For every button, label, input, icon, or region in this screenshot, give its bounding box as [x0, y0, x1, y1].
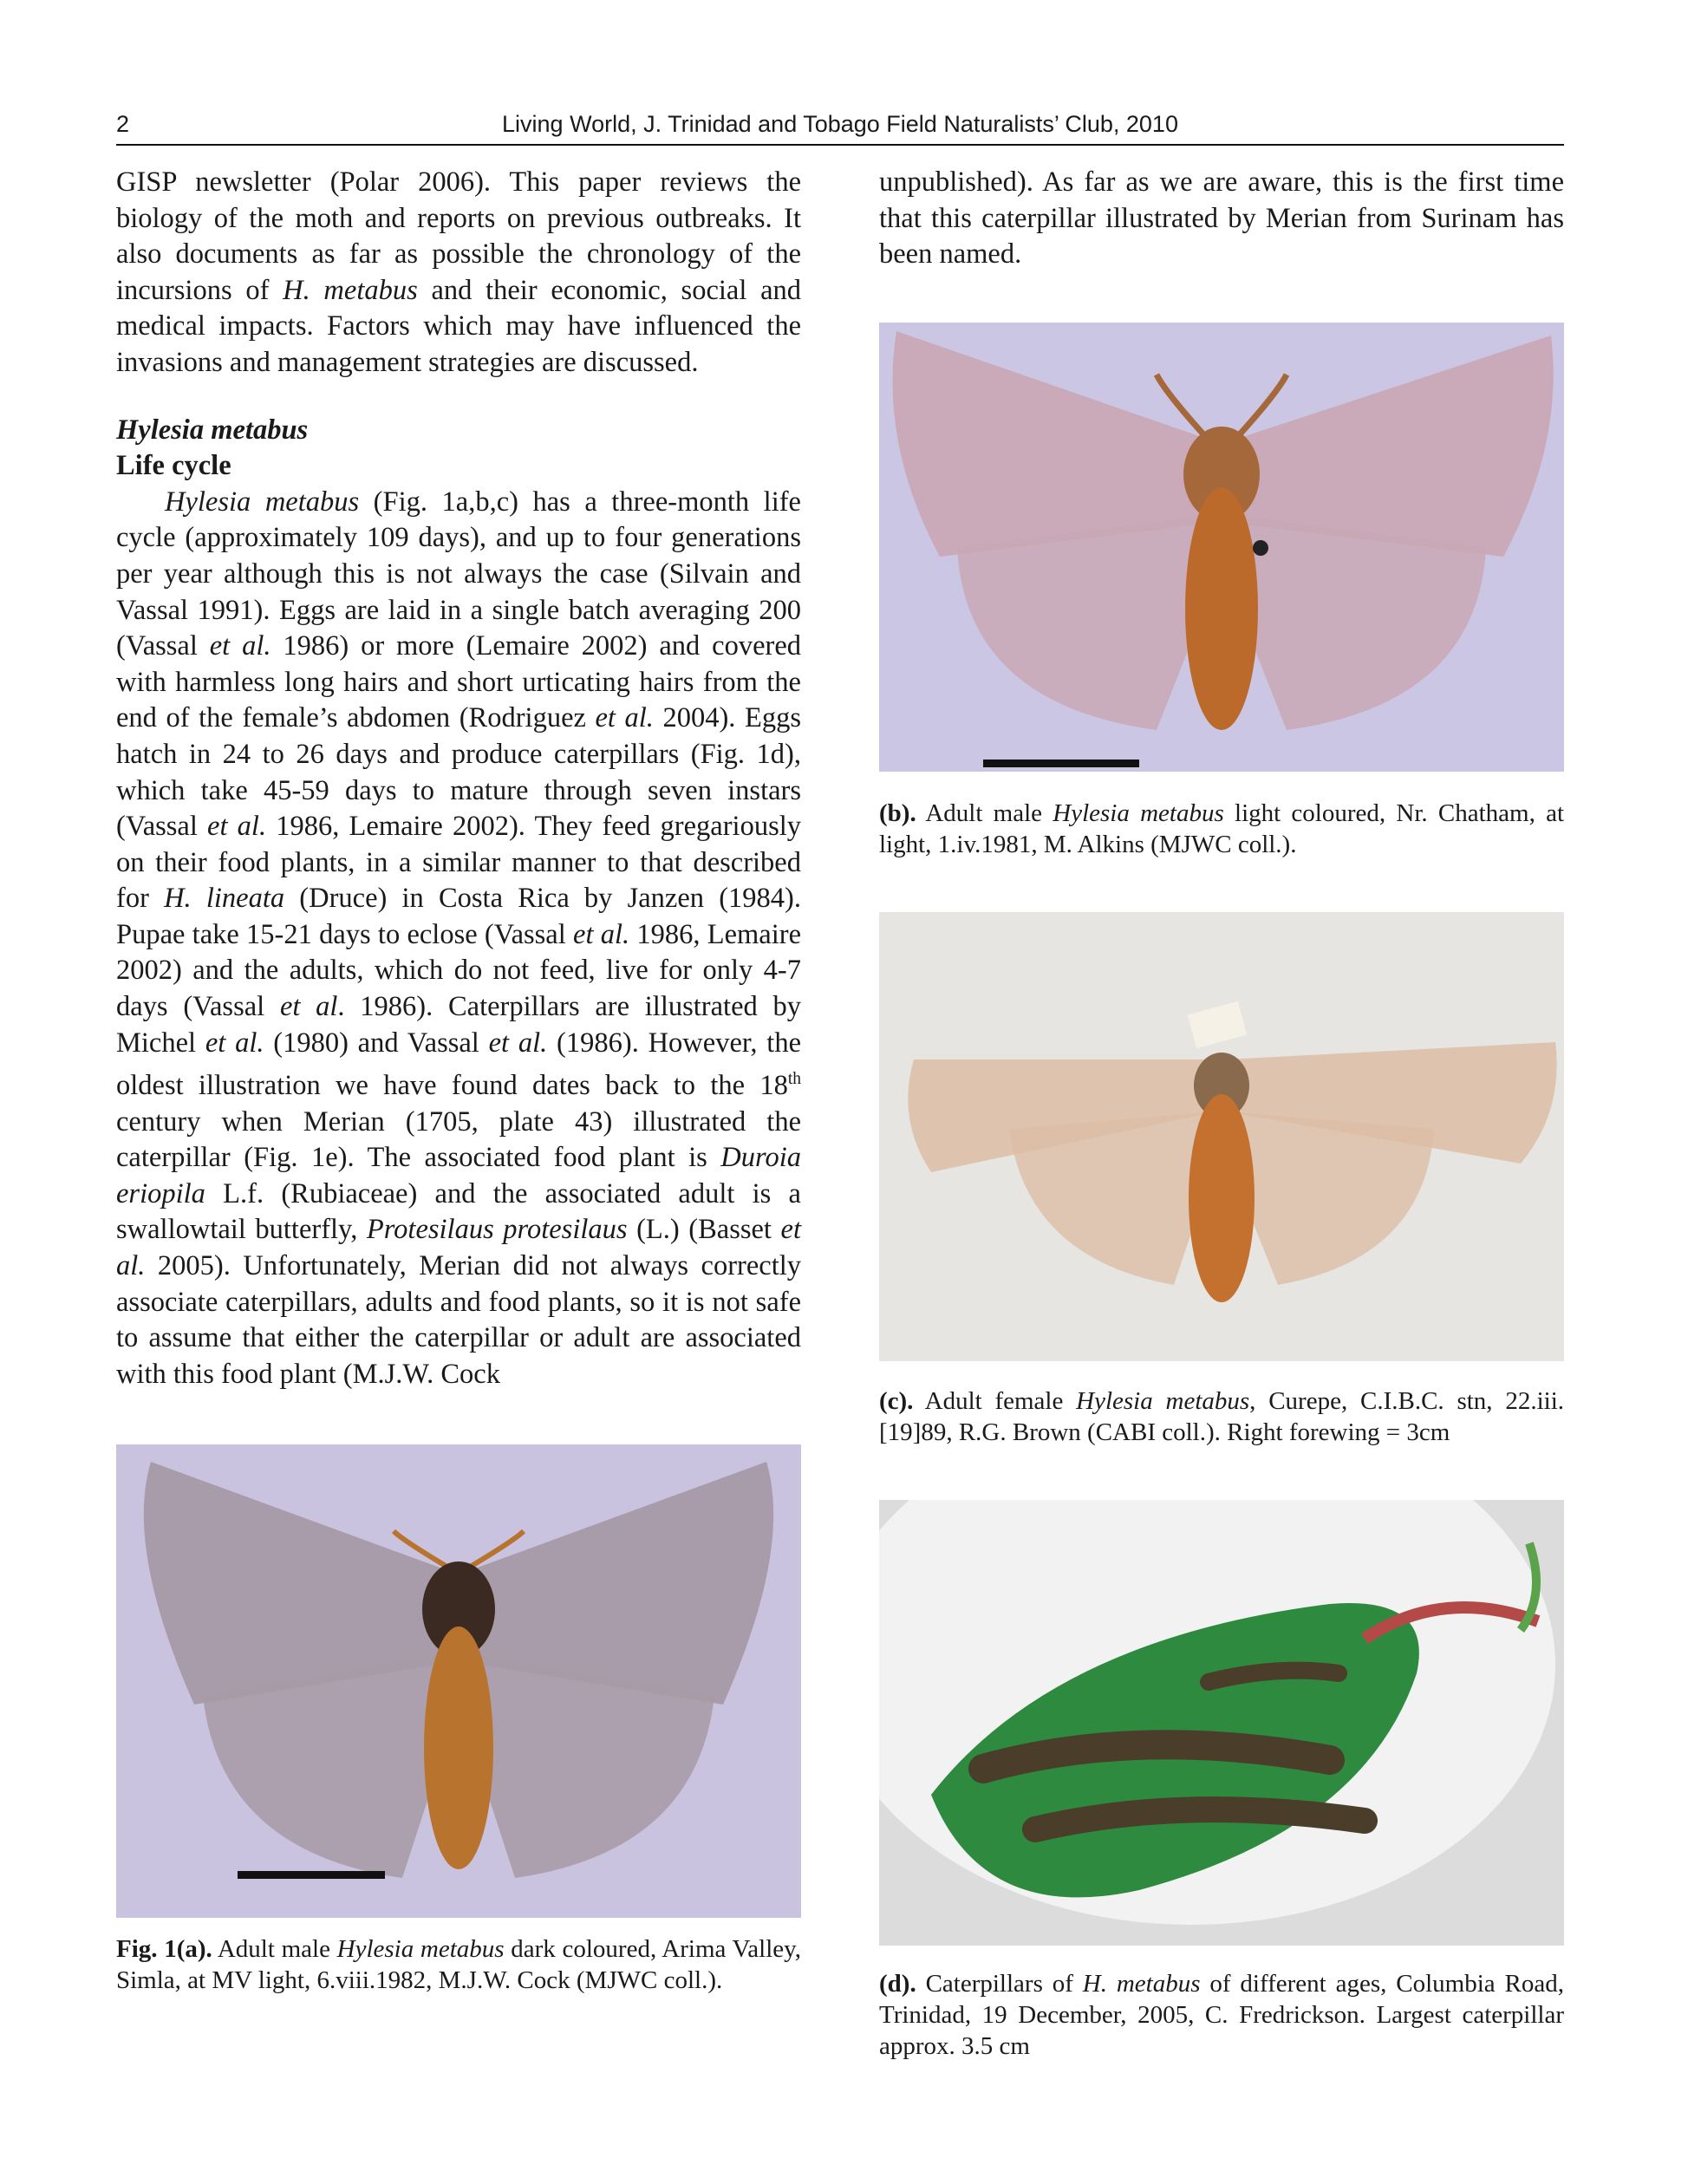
- figure-1a-caption: Fig. 1(a). Adult male Hylesia metabus dark coloured, Arima Valley, Simla, at MV light, 6.viii.1982, M.J.W. Cock (MJWC coll.).: [116, 1935, 801, 1994]
- running-header: [116, 109, 1564, 146]
- life-cycle-paragraph: Hylesia metabus (Fig. 1a,b,c) has a three-month life cycle (approximately 109 days), and up to four generations per year although this is not always the case (Silvain and Vassal 1991). Eggs are laid in a single batch averaging 200 (Vassal et al. 1986) or more (Lemaire 2002) and covered with harmless long hairs and short urticating hairs from the end of the female’s abdomen (Rodriguez et al. 2004). Eggs hatch in 24 to 26 days and produce caterpillars (Fig. 1d), which take 45-59 days to mature through seven instars (Vassal et al. 1986, Lemaire 2002). They feed gregariously on their food plants, in a similar manner to that described for H. lineata (Druce) in Costa Rica by Janzen (1984). Pupae take 15-21 days to eclose (Vassal et al. 1986, Lemaire 2002) and the adults, which do not feed, live for only 4-7 days (Vassal et al. 1986). Caterpillars are illustrated by Michel et al. (1980) and Vassal et al. (1986). However, the oldest illustration we have found dates back to the 18th century when Merian (1705, plate 43) illustrated the caterpillar (Fig. 1e). The associated food plant is Duroia eriopila L.f. (Rubiaceae) and the associated adult is a swallowtail butterfly, Protesilaus protesilaus (L.) (Basset et al. 2005). Unfortunately, Merian did not always correctly associate caterpillars, adults and food plants, so it is not safe to assume that either the caterpillar or adult are associated with this food plant (M.J.W. Cock: [116, 486, 802, 1390]
- left-column: [116, 165, 801, 1392]
- figure-1c-photo: [879, 912, 1564, 1361]
- figure-1b-photo: [879, 323, 1564, 772]
- figure-1a-photo: [116, 1444, 801, 1918]
- page-number: 2: [116, 111, 130, 137]
- section-title: Hylesia metabus: [116, 414, 309, 446]
- right-column: [879, 165, 1564, 273]
- figure-1d-photo: [879, 1500, 1564, 1946]
- figure-1d-caption: (d). Caterpillars of H. metabus of different ages, Columbia Road, Trinidad, 19 December, 2005, C. Fredrickson. Largest caterpillar approx. 3.5 cm: [879, 1970, 1564, 2060]
- intro-paragraph: GISP newsletter (Polar 2006). This paper reviews the biology of the moth and reports on previous outbreaks. It also documents as far as possible the chronology of the incursions of H. metabus and their economic, social and medical impacts. Factors which may have influenced the invasions and management strategies are discussed.: [116, 166, 801, 378]
- figure-1b-caption: (b). Adult male Hylesia metabus light coloured, Nr. Chatham, at light, 1.iv.1981, M. Alkins (MJWC coll.).: [879, 799, 1564, 858]
- journal-title: Living World, J. Trinidad and Tobago Field Naturalists’ Club, 2010: [502, 111, 1178, 137]
- continuation-paragraph: unpublished). As far as we are aware, this is the first time that this caterpillar illustrated by Merian from Surinam has been named.: [879, 166, 1564, 271]
- subsection-title: Life cycle: [116, 450, 231, 482]
- figure-1c-caption: (c). Adult female Hylesia metabus, Curepe, C.I.B.C. stn, 22.iii.[19]89, R.G. Brown (CABI coll.). Right forewing = 3cm: [879, 1387, 1564, 1446]
